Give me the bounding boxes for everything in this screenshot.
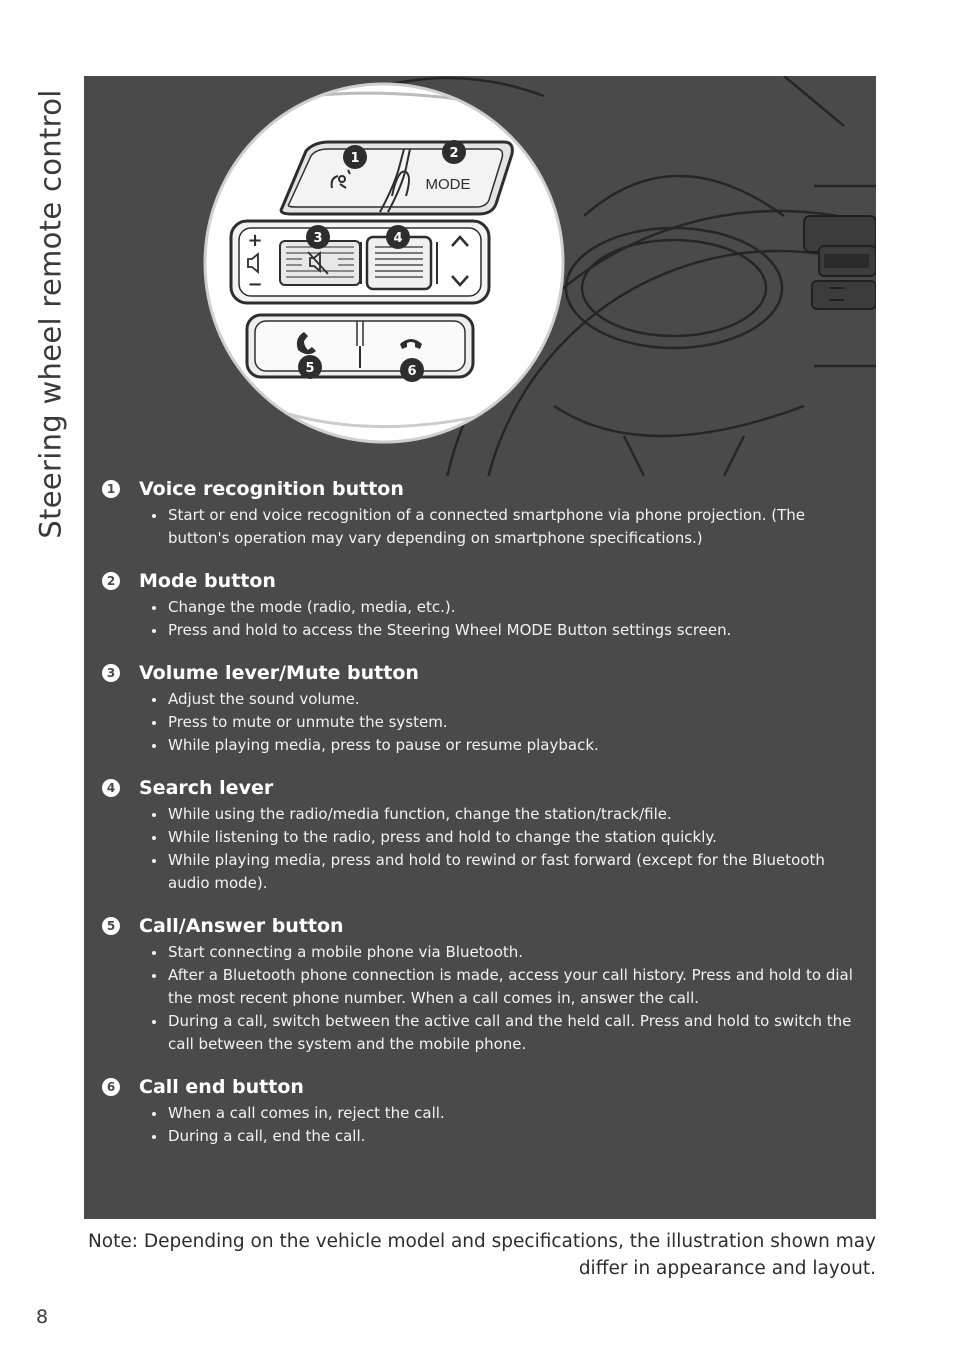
item-title: Call end button: [139, 1076, 304, 1098]
item-call-answer: [102, 911, 862, 1056]
item-voice-recognition: [102, 474, 862, 550]
item-volume-mute: [102, 658, 862, 757]
bullet: During a call, switch between the active call and the held call. Press and hold to switch the call between the system and the mobile phone.: [150, 1010, 862, 1056]
bullet: After a Bluetooth phone connection is made, access your call history. Press and hold to dial the most recent phone number. When a call comes in, answer the call.: [150, 964, 862, 1010]
bullet: Start or end voice recognition of a connected smartphone via phone projection. (The button's operation may vary depending on smartphone specifications.): [150, 504, 862, 550]
item-marker: 5: [102, 917, 120, 935]
side-section-title: [28, 76, 74, 552]
illustration-note: Note: Depending on the vehicle model and specifications, the illustration shown may differ in appearance and layout.: [87, 1231, 876, 1279]
bullet: During a call, end the call.: [150, 1125, 862, 1148]
callout-5: 5: [305, 361, 315, 376]
volume-plus-label: +: [247, 230, 263, 251]
callout-2: 2: [449, 146, 459, 161]
volume-search-assembly: [231, 221, 489, 303]
call-button-assembly: [247, 315, 473, 377]
item-marker: 2: [102, 572, 120, 590]
button-description-list: [102, 474, 862, 1164]
item-title: Mode button: [139, 570, 276, 592]
item-marker: 6: [102, 1078, 120, 1096]
bullet: Press to mute or unmute the system.: [150, 711, 862, 734]
mode-label: MODE: [425, 176, 471, 193]
bullet: While using the radio/media function, change the station/track/file.: [150, 803, 862, 826]
item-mode: [102, 566, 862, 642]
bullet: Press and hold to access the Steering Wheel MODE Button settings screen.: [150, 619, 862, 642]
item-search-lever: [102, 773, 862, 895]
item-call-end: [102, 1072, 862, 1148]
mode-voice-button-assembly: [281, 142, 512, 214]
item-marker: 1: [102, 480, 120, 498]
bullet: Change the mode (radio, media, etc.).: [150, 596, 862, 619]
callout-6: 6: [407, 364, 417, 379]
item-title: Call/Answer button: [139, 915, 344, 937]
bullet: Start connecting a mobile phone via Bluetooth.: [150, 941, 862, 964]
side-title-text: Steering wheel remote control: [34, 89, 68, 539]
bullet: Adjust the sound volume.: [150, 688, 862, 711]
bullet: While playing media, press and hold to rewind or fast forward (except for the Bluetooth audio mode).: [150, 849, 862, 895]
bullet: While listening to the radio, press and hold to change the station quickly.: [150, 826, 862, 849]
item-title: Search lever: [139, 777, 274, 799]
content-panel: [84, 76, 876, 1219]
page-number: 8: [36, 1306, 49, 1328]
item-marker: 4: [102, 779, 120, 797]
callout-3: 3: [313, 231, 323, 246]
steering-wheel-illustration: [84, 76, 876, 476]
volume-minus-label: −: [247, 274, 263, 295]
bullet: When a call comes in, reject the call.: [150, 1102, 862, 1125]
item-title: Voice recognition button: [139, 478, 404, 500]
callout-1: 1: [350, 151, 360, 166]
item-marker: 3: [102, 664, 120, 682]
callout-4: 4: [393, 231, 403, 246]
bullet: While playing media, press to pause or resume playback.: [150, 734, 862, 757]
item-title: Volume lever/Mute button: [139, 662, 419, 684]
right-switch-panel: [804, 216, 876, 309]
